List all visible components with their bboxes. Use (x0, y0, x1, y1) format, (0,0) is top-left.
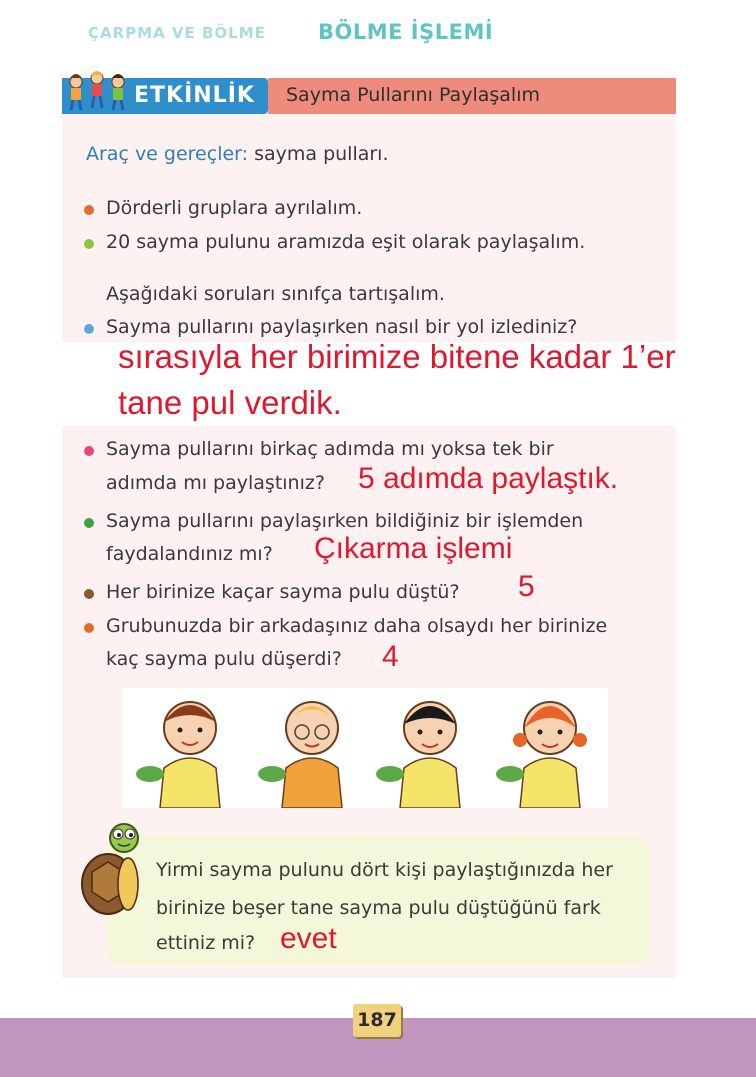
bullet-dot (84, 518, 94, 528)
bullet-dot (84, 623, 94, 633)
activity-title-bar (268, 78, 676, 114)
answer-5: 4 (382, 640, 399, 673)
children-illustration (122, 688, 608, 808)
turtle-icon (78, 822, 148, 922)
page-header-title: BÖLME İŞLEMİ (318, 20, 494, 44)
note-line-1: Yirmi sayma pulunu dört kişi paylaştığınızda her (156, 859, 613, 881)
bullet-dot (84, 446, 94, 456)
answer-1-line-1: sırasıyla her birimize bitene kadar 1’er (118, 338, 676, 375)
note-line-3: ettiniz mi? (156, 932, 256, 954)
question-5-line-1: Grubunuzda bir arkadaşınız daha olsaydı her birinize (106, 615, 608, 637)
bullet-dot (84, 589, 94, 599)
bullet-dot (84, 239, 94, 249)
materials-label: Araç ve gereçler: (86, 143, 249, 165)
question-2-line-1: Sayma pullarını birkaç adımda mı yoksa tek bir (106, 438, 554, 460)
question-1: Sayma pullarını paylaşırken nasıl bir yol izlediniz? (106, 316, 578, 338)
discussion-intro: Aşağıdaki soruları sınıfça tartışalım. (106, 283, 445, 305)
question-3-line-1: Sayma pullarını paylaşırken bildiğiniz bir işlemden (106, 510, 584, 532)
question-5-line-2: kaç sayma pulu düşerdi? (106, 648, 342, 670)
header-faded-text: ÇARPMA VE BÖLME (88, 24, 266, 42)
bullet-dot (84, 324, 94, 334)
activity-label: ETKİNLİK (134, 83, 255, 108)
answer-2: 5 adımda paylaştık. (358, 462, 619, 495)
activity-title: Sayma Pullarını Paylaşalım (286, 84, 540, 106)
children-icon (64, 68, 130, 114)
materials-line (86, 143, 389, 165)
children-sharing-image (122, 688, 608, 808)
question-4: Her birinize kaçar sayma pulu düştü? (106, 581, 460, 603)
answer-4: 5 (518, 570, 535, 603)
question-2-line-2: adımda mı paylaştınız? (106, 472, 325, 494)
instruction-1: Dörderli gruplara ayrılalım. (106, 197, 363, 219)
note-answer: evet (280, 922, 337, 955)
answer-1-line-2: tane pul verdik. (118, 384, 342, 421)
page-number: 187 (353, 1004, 401, 1037)
bullet-dot (84, 205, 94, 215)
answer-3: Çıkarma işlemi (314, 532, 513, 565)
instruction-2: 20 sayma pulunu aramızda eşit olarak paylaşalım. (106, 231, 586, 253)
activity-label-badge (62, 78, 268, 114)
question-3-line-2: faydalandınız mı? (106, 543, 273, 565)
note-line-2: birinize beşer tane sayma pulu düştüğünü fark (156, 897, 601, 919)
materials-value: sayma pulları. (254, 143, 389, 165)
